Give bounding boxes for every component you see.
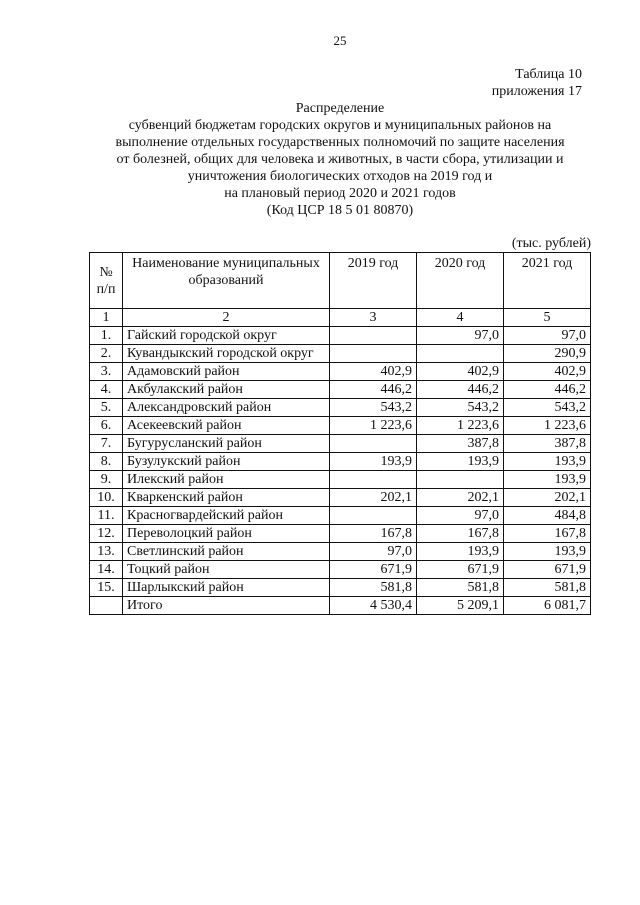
value-2019: 581,8: [330, 579, 417, 597]
value-2021: 387,8: [504, 435, 591, 453]
value-2020: 446,2: [417, 381, 504, 399]
header-name: Наименование муниципальных образований: [123, 253, 330, 309]
value-2021: 290,9: [504, 345, 591, 363]
row-number: 7.: [90, 435, 123, 453]
table-row: [90, 543, 591, 561]
table-row: [90, 327, 591, 345]
title-line: от болезней, общих для человека и животных, в части сбора, утилизации и: [116, 152, 564, 167]
row-number: 9.: [90, 471, 123, 489]
value-2019: [330, 471, 417, 489]
table-row: [90, 381, 591, 399]
table-row: [90, 507, 591, 525]
value-2019: 543,2: [330, 399, 417, 417]
total-row: [90, 597, 591, 615]
value-2021: 193,9: [504, 471, 591, 489]
value-2021: 167,8: [504, 525, 591, 543]
value-2020: 167,8: [417, 525, 504, 543]
value-2021: 97,0: [504, 327, 591, 345]
municipality-name: Светлинский район: [123, 543, 330, 561]
document-title: [95, 100, 585, 219]
table-row: [90, 417, 591, 435]
row-number: 4.: [90, 381, 123, 399]
row-number: 10.: [90, 489, 123, 507]
column-number-row: [90, 309, 591, 327]
total-label: Итого: [123, 597, 330, 615]
column-number: 3: [330, 309, 417, 327]
table-row: [90, 453, 591, 471]
value-2021: 193,9: [504, 543, 591, 561]
title-line: на плановый период 2020 и 2021 годов: [224, 186, 456, 201]
value-2020: 193,9: [417, 453, 504, 471]
table-number: Таблица 10: [515, 67, 582, 82]
value-2020: [417, 471, 504, 489]
value-2019: [330, 327, 417, 345]
value-2021: 446,2: [504, 381, 591, 399]
value-2020: [417, 345, 504, 363]
column-number: 1: [90, 309, 123, 327]
value-2021: 1 223,6: [504, 417, 591, 435]
row-number: 11.: [90, 507, 123, 525]
column-number: 2: [123, 309, 330, 327]
value-2019: 202,1: [330, 489, 417, 507]
title-line: уничтожения биологических отходов на 2019 год и: [187, 169, 493, 184]
table-row: [90, 561, 591, 579]
row-number: 5.: [90, 399, 123, 417]
value-2019: [330, 345, 417, 363]
municipality-name: Адамовский район: [123, 363, 330, 381]
total-2020: 5 209,1: [417, 597, 504, 615]
municipality-name: Гайский городской округ: [123, 327, 330, 345]
row-number: 2.: [90, 345, 123, 363]
value-2020: 581,8: [417, 579, 504, 597]
value-2019: [330, 507, 417, 525]
title-line: выполнение отдельных государственных полномочий по защите населения: [115, 135, 565, 150]
row-number: 12.: [90, 525, 123, 543]
value-2020: 543,2: [417, 399, 504, 417]
value-2019: 671,9: [330, 561, 417, 579]
municipality-name: Асекеевский район: [123, 417, 330, 435]
row-number: 3.: [90, 363, 123, 381]
header-2019: 2019 год: [330, 253, 417, 309]
table-row: [90, 525, 591, 543]
value-2020: 671,9: [417, 561, 504, 579]
table-row: [90, 579, 591, 597]
value-2021: 543,2: [504, 399, 591, 417]
value-2020: 193,9: [417, 543, 504, 561]
value-2021: 193,9: [504, 453, 591, 471]
page-number: 25: [333, 33, 347, 48]
value-2019: 402,9: [330, 363, 417, 381]
title-line: субвенций бюджетам городских округов и муниципальных районов на: [128, 118, 552, 133]
municipality-name: Шарлыкский район: [123, 579, 330, 597]
value-2020: 1 223,6: [417, 417, 504, 435]
row-number: 8.: [90, 453, 123, 471]
title-line: (Код ЦСР 18 5 01 80870): [266, 203, 414, 218]
row-number: 6.: [90, 417, 123, 435]
units-label: (тыс. рублей): [511, 236, 591, 251]
column-number: 5: [504, 309, 591, 327]
total-2021: 6 081,7: [504, 597, 591, 615]
value-2020: 97,0: [417, 327, 504, 345]
header-number: № п/п: [90, 253, 123, 309]
value-2019: 193,9: [330, 453, 417, 471]
value-2021: 671,9: [504, 561, 591, 579]
value-2020: 202,1: [417, 489, 504, 507]
table-reference: [492, 66, 582, 100]
value-2020: 402,9: [417, 363, 504, 381]
municipality-name: Бугурусланский район: [123, 435, 330, 453]
row-number: 15.: [90, 579, 123, 597]
total-2019: 4 530,4: [330, 597, 417, 615]
value-2019: 446,2: [330, 381, 417, 399]
municipality-name: Переволоцкий район: [123, 525, 330, 543]
value-2021: 581,8: [504, 579, 591, 597]
table-row: [90, 489, 591, 507]
title-line: Распределение: [295, 101, 385, 116]
value-2019: 1 223,6: [330, 417, 417, 435]
value-2019: 97,0: [330, 543, 417, 561]
value-2020: 387,8: [417, 435, 504, 453]
distribution-table: [89, 252, 591, 615]
municipality-name: Бузулукский район: [123, 453, 330, 471]
table-row: [90, 399, 591, 417]
value-2021: 402,9: [504, 363, 591, 381]
row-number: 14.: [90, 561, 123, 579]
value-2020: 97,0: [417, 507, 504, 525]
table-row: [90, 471, 591, 489]
value-2019: 167,8: [330, 525, 417, 543]
municipality-name: Акбулакский район: [123, 381, 330, 399]
municipality-name: Кувандыкский городской округ: [123, 345, 330, 363]
table-row: [90, 345, 591, 363]
municipality-name: Александровский район: [123, 399, 330, 417]
header-2021: 2021 год: [504, 253, 591, 309]
municipality-name: Красногвардейский район: [123, 507, 330, 525]
header-row: [90, 253, 591, 309]
header-2020: 2020 год: [417, 253, 504, 309]
value-2021: 202,1: [504, 489, 591, 507]
municipality-name: Кваркенский район: [123, 489, 330, 507]
value-2021: 484,8: [504, 507, 591, 525]
municipality-name: Тоцкий район: [123, 561, 330, 579]
table-row: [90, 435, 591, 453]
row-number: 1.: [90, 327, 123, 345]
table-row: [90, 363, 591, 381]
row-number: 13.: [90, 543, 123, 561]
municipality-name: Илекский район: [123, 471, 330, 489]
appendix-number: приложения 17: [491, 84, 582, 99]
column-number: 4: [417, 309, 504, 327]
value-2019: [330, 435, 417, 453]
